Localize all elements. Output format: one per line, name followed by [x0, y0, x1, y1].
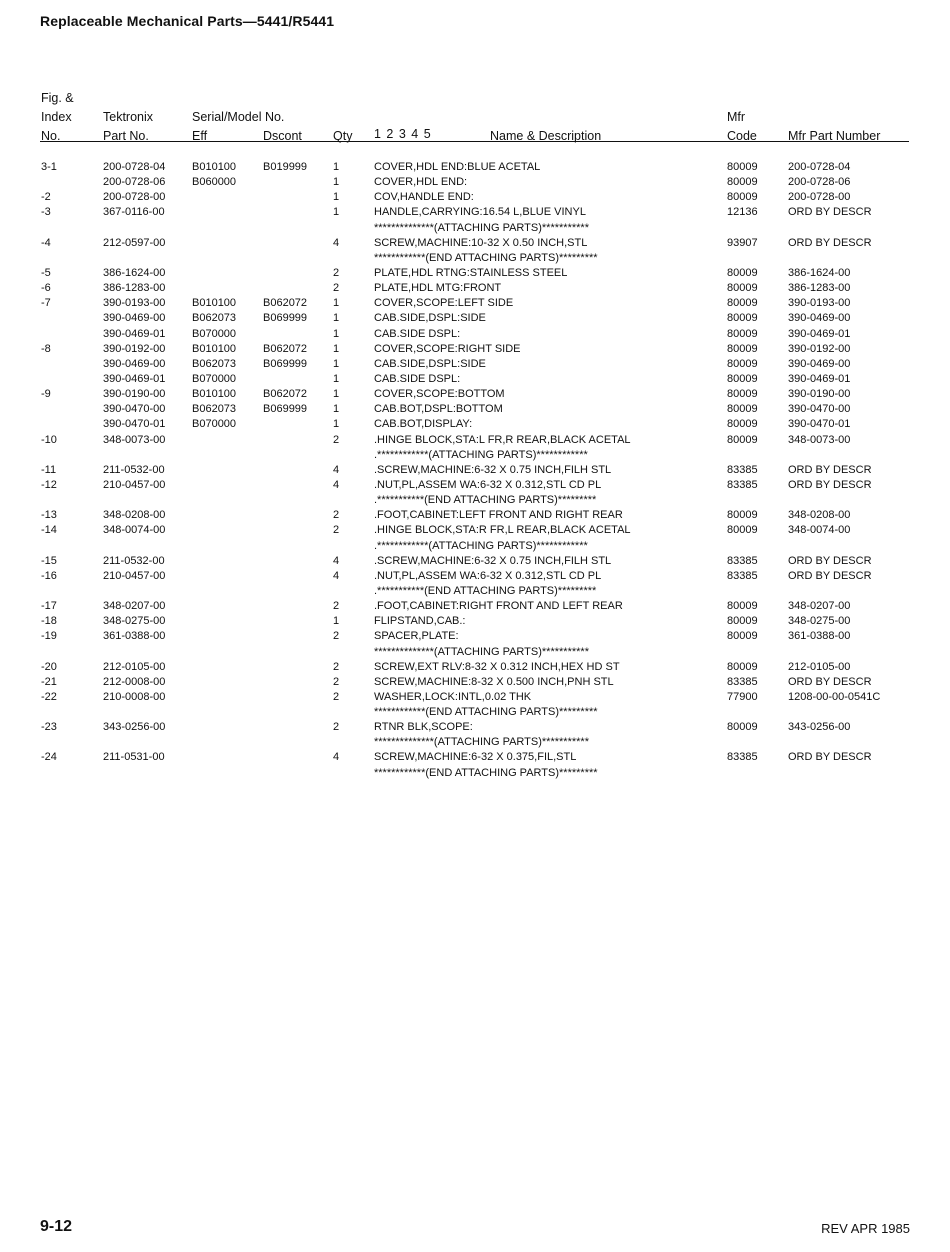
- table-row: [0, 205, 950, 220]
- description-cell: SCREW,EXT RLV:8-32 X 0.312 INCH,HEX HD ST: [374, 660, 620, 673]
- mfr-code-cell: 80009: [727, 312, 758, 325]
- mfr-part-number-cell: ORD BY DESCR: [788, 206, 872, 219]
- mfr-code-cell: 80009: [727, 418, 758, 431]
- index-cell: -11: [41, 463, 57, 476]
- mfr-part-number-cell: 212-0105-00: [788, 660, 851, 673]
- description-cell: WASHER,LOCK:INTL,0.02 THK: [374, 690, 532, 703]
- qty-cell: 1: [333, 403, 340, 416]
- index-cell: -14: [41, 524, 57, 537]
- mfr-code-cell: 80009: [727, 630, 758, 643]
- dscont-cell: B062072: [263, 297, 308, 310]
- index-cell: 3-1: [41, 161, 57, 173]
- index-cell: -12: [41, 478, 57, 491]
- header-mfr-line1: Mfr: [727, 110, 746, 124]
- part-number-cell: 211-0532-00: [103, 463, 165, 476]
- mfr-code-cell: 80009: [727, 388, 758, 401]
- part-number-cell: 343-0256-00: [103, 721, 166, 734]
- index-cell: -22: [41, 690, 57, 703]
- part-number-cell: 210-0457-00: [103, 569, 166, 582]
- table-row: [0, 554, 950, 569]
- mfr-code-cell: 80009: [727, 342, 758, 355]
- description-cell: SPACER,PLATE:: [374, 630, 459, 643]
- mfr-code-cell: 80009: [727, 266, 758, 279]
- description-cell: **************(ATTACHING PARTS)***********: [374, 645, 589, 658]
- description-cell: SCREW,MACHINE:10-32 X 0.50 INCH,STL: [374, 236, 588, 249]
- mfr-part-number-cell: ORD BY DESCR: [788, 236, 872, 249]
- index-cell: -2: [41, 191, 51, 204]
- index-cell: -21: [41, 675, 57, 688]
- qty-cell: 4: [333, 554, 340, 567]
- mfr-code-cell: 77900: [727, 690, 758, 703]
- index-cell: -13: [41, 509, 57, 522]
- index-cell: -18: [41, 615, 57, 628]
- mfr-code-cell: 83385: [727, 675, 758, 688]
- description-cell: .************(ATTACHING PARTS)************: [374, 539, 588, 552]
- part-number-cell: 390-0192-00: [103, 342, 166, 355]
- page-number: 9-12: [40, 1218, 73, 1235]
- description-cell: .***********(END ATTACHING PARTS)*********: [374, 494, 597, 507]
- part-number-cell: 348-0074-00: [103, 524, 166, 537]
- part-number-cell: 348-0275-00: [103, 615, 166, 628]
- description-cell: ************(END ATTACHING PARTS)*********: [374, 251, 598, 264]
- header-divider: [40, 141, 909, 142]
- mfr-code-cell: 80009: [727, 660, 758, 673]
- index-cell: -6: [41, 282, 51, 295]
- qty-cell: 1: [333, 418, 340, 431]
- header-tek-line1: Tektronix: [103, 110, 154, 124]
- qty-cell: 1: [333, 206, 340, 219]
- part-number-cell: 390-0190-00: [103, 388, 166, 401]
- mfr-code-cell: 80009: [727, 176, 758, 189]
- description-cell: .FOOT,CABINET:RIGHT FRONT AND LEFT REAR: [374, 600, 623, 613]
- table-row: [0, 720, 950, 735]
- table-row: [0, 221, 950, 236]
- index-cell: -4: [41, 236, 51, 249]
- table-row: [0, 281, 950, 296]
- table-row: [0, 569, 950, 584]
- mfr-code-cell: 80009: [727, 509, 758, 522]
- mfr-part-number-cell: 390-0469-00: [788, 357, 851, 370]
- index-cell: -17: [41, 600, 57, 613]
- mfr-part-number-cell: 1208-00-00-0541C: [788, 690, 881, 703]
- part-number-cell: 348-0073-00: [103, 433, 166, 446]
- table-row: [0, 463, 950, 478]
- description-cell: COVER,SCOPE:LEFT SIDE: [374, 297, 514, 310]
- qty-cell: 1: [333, 297, 340, 310]
- description-cell: ************(END ATTACHING PARTS)*********: [374, 766, 598, 779]
- mfr-code-cell: 80009: [727, 600, 758, 613]
- description-cell: COV,HANDLE END:: [374, 191, 474, 204]
- description-cell: .HINGE BLOCK,STA:L FR,R REAR,BLACK ACETAL: [374, 433, 631, 446]
- qty-cell: 1: [333, 161, 340, 173]
- table-row: [0, 539, 950, 554]
- part-number-cell: 361-0388-00: [103, 630, 166, 643]
- mfr-code-cell: 80009: [727, 403, 758, 416]
- table-row: [0, 251, 950, 266]
- qty-cell: 2: [333, 660, 340, 673]
- description-cell: CAB.BOT,DISPLAY:: [374, 418, 473, 431]
- part-number-cell: 211-0531-00: [103, 751, 165, 764]
- index-cell: -23: [41, 721, 57, 734]
- description-cell: **************(ATTACHING PARTS)***********: [374, 221, 589, 234]
- part-number-cell: 390-0469-01: [103, 327, 166, 340]
- table-row: [0, 584, 950, 599]
- index-cell: -7: [41, 297, 51, 310]
- table-row: [0, 175, 950, 190]
- table-row: [0, 478, 950, 493]
- table-row: [0, 523, 950, 538]
- part-number-cell: 390-0193-00: [103, 297, 166, 310]
- mfr-part-number-cell: 348-0207-00: [788, 600, 851, 613]
- table-row: [0, 266, 950, 281]
- qty-cell: 1: [333, 615, 340, 628]
- index-cell: -20: [41, 660, 57, 673]
- header-qty: Qty: [333, 129, 353, 143]
- qty-cell: 2: [333, 630, 340, 643]
- qty-cell: 4: [333, 478, 340, 491]
- description-cell: CAB.SIDE DSPL:: [374, 327, 461, 340]
- table-row: [0, 599, 950, 614]
- header-fig-line3: No.: [41, 129, 61, 143]
- qty-cell: 1: [333, 176, 340, 189]
- qty-cell: 1: [333, 372, 340, 385]
- description-cell: COVER,SCOPE:RIGHT SIDE: [374, 342, 521, 355]
- index-cell: -9: [41, 388, 51, 401]
- part-number-cell: 210-0457-00: [103, 478, 166, 491]
- mfr-code-cell: 80009: [727, 615, 758, 628]
- header-tek-line2: Part No.: [103, 129, 149, 143]
- table-row: [0, 645, 950, 660]
- description-cell: PLATE,HDL MTG:FRONT: [374, 282, 502, 295]
- table-row: [0, 448, 950, 463]
- mfr-part-number-cell: ORD BY DESCR: [788, 751, 872, 764]
- part-number-cell: 212-0008-00: [103, 675, 166, 688]
- mfr-part-number-cell: 361-0388-00: [788, 630, 851, 643]
- mfr-code-cell: 80009: [727, 327, 758, 340]
- qty-cell: 2: [333, 721, 340, 734]
- mfr-part-number-cell: 390-0469-00: [788, 312, 851, 325]
- header-fig-line1: Fig. &: [41, 91, 74, 105]
- table-row: [0, 660, 950, 675]
- table-row: [0, 417, 950, 432]
- description-cell: SCREW,MACHINE:8-32 X 0.500 INCH,PNH STL: [374, 675, 614, 688]
- mfr-code-cell: 83385: [727, 751, 758, 764]
- dscont-cell: B062072: [263, 342, 308, 355]
- part-number-cell: 390-0470-01: [103, 418, 166, 431]
- qty-cell: 1: [333, 342, 340, 355]
- description-cell: .************(ATTACHING PARTS)************: [374, 448, 588, 461]
- table-row: [0, 311, 950, 326]
- dscont-cell: B019999: [263, 161, 308, 173]
- mfr-part-number-cell: ORD BY DESCR: [788, 478, 872, 491]
- index-cell: -8: [41, 342, 51, 355]
- qty-cell: 2: [333, 600, 340, 613]
- table-row: [0, 766, 950, 781]
- description-cell: CAB.BOT,DSPL:BOTTOM: [374, 403, 503, 416]
- table-row: [0, 629, 950, 644]
- part-number-cell: 367-0116-00: [103, 206, 165, 219]
- mfr-code-cell: 80009: [727, 357, 758, 370]
- header-fig-index: [41, 89, 74, 146]
- eff-cell: B010100: [192, 388, 237, 401]
- mfr-part-number-cell: 348-0073-00: [788, 433, 851, 446]
- mfr-code-cell: 80009: [727, 721, 758, 734]
- mfr-part-number-cell: ORD BY DESCR: [788, 675, 872, 688]
- table-row: [0, 160, 950, 175]
- mfr-part-number-cell: 348-0208-00: [788, 509, 851, 522]
- header-fig-line2: Index: [41, 110, 72, 124]
- table-row: [0, 508, 950, 523]
- description-cell: SCREW,MACHINE:6-32 X 0.375,FIL,STL: [374, 751, 577, 764]
- table-row: [0, 296, 950, 311]
- part-number-cell: 211-0532-00: [103, 554, 165, 567]
- eff-cell: B062073: [192, 403, 237, 416]
- table-row: [0, 433, 950, 448]
- description-cell: FLIPSTAND,CAB.:: [374, 615, 466, 628]
- mfr-code-cell: 80009: [727, 433, 758, 446]
- table-row: [0, 236, 950, 251]
- dscont-cell: B069999: [263, 403, 308, 416]
- mfr-part-number-cell: 348-0275-00: [788, 615, 851, 628]
- description-cell: .***********(END ATTACHING PARTS)*********: [374, 584, 597, 597]
- mfr-code-cell: 83385: [727, 478, 758, 491]
- part-number-cell: 390-0469-00: [103, 312, 166, 325]
- description-cell: COVER,HDL END:: [374, 176, 468, 189]
- header-mfr-line2: Code: [727, 129, 757, 143]
- index-cell: -19: [41, 630, 57, 643]
- mfr-code-cell: 12136: [727, 206, 758, 219]
- header-name-description: Name & Description: [490, 129, 602, 143]
- description-cell: .NUT,PL,ASSEM WA:6-32 X 0.312,STL CD PL: [374, 478, 602, 491]
- qty-cell: 4: [333, 236, 340, 249]
- part-number-cell: 212-0597-00: [103, 236, 166, 249]
- table-row: [0, 342, 950, 357]
- description-cell: CAB.SIDE DSPL:: [374, 372, 461, 385]
- mfr-code-cell: 80009: [727, 161, 758, 173]
- part-number-cell: 348-0208-00: [103, 509, 166, 522]
- description-cell: .SCREW,MACHINE:6-32 X 0.75 INCH,FILH STL: [374, 463, 612, 476]
- dscont-cell: B069999: [263, 357, 308, 370]
- qty-cell: 1: [333, 312, 340, 325]
- mfr-code-cell: 80009: [727, 524, 758, 537]
- eff-cell: B070000: [192, 418, 237, 431]
- page-title: Replaceable Mechanical Parts—5441/R5441: [40, 13, 335, 29]
- mfr-part-number-cell: 390-0192-00: [788, 342, 851, 355]
- revision-date: REV APR 1985: [821, 1221, 910, 1236]
- mfr-code-cell: 83385: [727, 554, 758, 567]
- header-indent-levels: 1 2 3 4 5: [374, 127, 432, 141]
- part-number-cell: 386-1283-00: [103, 282, 166, 295]
- eff-cell: B010100: [192, 342, 237, 355]
- eff-cell: B010100: [192, 161, 237, 173]
- index-cell: -16: [41, 569, 57, 582]
- mfr-part-number-cell: 390-0470-01: [788, 418, 851, 431]
- part-number-cell: 386-1624-00: [103, 266, 166, 279]
- eff-cell: B060000: [192, 176, 237, 189]
- qty-cell: 2: [333, 433, 340, 446]
- mfr-part-number-cell: ORD BY DESCR: [788, 463, 872, 476]
- part-number-cell: 200-0728-04: [103, 161, 166, 173]
- index-cell: -10: [41, 433, 57, 446]
- eff-cell: B070000: [192, 372, 237, 385]
- mfr-code-cell: 80009: [727, 191, 758, 204]
- table-row: [0, 735, 950, 750]
- dscont-cell: B062072: [263, 388, 308, 401]
- part-number-cell: 200-0728-00: [103, 191, 166, 204]
- description-cell: .HINGE BLOCK,STA:R FR,L REAR,BLACK ACETAL: [374, 524, 631, 537]
- description-cell: COVER,SCOPE:BOTTOM: [374, 388, 505, 401]
- mfr-code-cell: 80009: [727, 282, 758, 295]
- qty-cell: 1: [333, 327, 340, 340]
- qty-cell: 1: [333, 388, 340, 401]
- table-row: [0, 750, 950, 765]
- table-row: [0, 705, 950, 720]
- qty-cell: 2: [333, 524, 340, 537]
- eff-cell: B062073: [192, 312, 237, 325]
- table-row: [0, 675, 950, 690]
- description-cell: ************(END ATTACHING PARTS)*********: [374, 706, 598, 719]
- qty-cell: 2: [333, 282, 340, 295]
- header-dscont: Dscont: [263, 129, 302, 143]
- part-number-cell: 390-0469-00: [103, 357, 166, 370]
- mfr-part-number-cell: 348-0074-00: [788, 524, 851, 537]
- mfr-part-number-cell: 343-0256-00: [788, 721, 851, 734]
- mfr-part-number-cell: 390-0470-00: [788, 403, 851, 416]
- mfr-part-number-cell: 386-1283-00: [788, 282, 851, 295]
- qty-cell: 1: [333, 191, 340, 204]
- index-cell: -5: [41, 266, 51, 279]
- mfr-part-number-cell: 200-0728-00: [788, 191, 851, 204]
- qty-cell: 2: [333, 266, 340, 279]
- mfr-part-number-cell: 200-0728-06: [788, 176, 851, 189]
- part-number-cell: 200-0728-06: [103, 176, 166, 189]
- part-number-cell: 212-0105-00: [103, 660, 166, 673]
- description-cell: CAB.SIDE,DSPL:SIDE: [374, 312, 486, 325]
- part-number-cell: 210-0008-00: [103, 690, 166, 703]
- part-number-cell: 390-0469-01: [103, 372, 166, 385]
- part-number-cell: 348-0207-00: [103, 600, 166, 613]
- description-cell: CAB.SIDE,DSPL:SIDE: [374, 357, 486, 370]
- table-row: [0, 190, 950, 205]
- mfr-part-number-cell: 386-1624-00: [788, 266, 851, 279]
- mfr-code-cell: 80009: [727, 372, 758, 385]
- table-row: [0, 372, 950, 387]
- table-row: [0, 327, 950, 342]
- header-eff: Eff: [192, 129, 208, 143]
- mfr-code-cell: 83385: [727, 569, 758, 582]
- qty-cell: 4: [333, 463, 340, 476]
- description-cell: HANDLE,CARRYING:16.54 L,BLUE VINYL: [374, 206, 586, 219]
- table-row: [0, 357, 950, 372]
- description-cell: PLATE,HDL RTNG:STAINLESS STEEL: [374, 266, 568, 279]
- description-cell: RTNR BLK,SCOPE:: [374, 721, 473, 734]
- mfr-part-number-cell: ORD BY DESCR: [788, 554, 872, 567]
- eff-cell: B010100: [192, 297, 237, 310]
- qty-cell: 4: [333, 751, 340, 764]
- header-serial-model: Serial/Model No.: [192, 110, 285, 124]
- mfr-code-cell: 83385: [727, 463, 758, 476]
- qty-cell: 2: [333, 675, 340, 688]
- table-row: [0, 387, 950, 402]
- mfr-part-number-cell: 390-0190-00: [788, 388, 851, 401]
- description-cell: .FOOT,CABINET:LEFT FRONT AND RIGHT REAR: [374, 509, 623, 522]
- qty-cell: 4: [333, 569, 340, 582]
- description-cell: .SCREW,MACHINE:6-32 X 0.75 INCH,FILH STL: [374, 554, 612, 567]
- index-cell: -24: [41, 751, 57, 764]
- description-cell: COVER,HDL END:BLUE ACETAL: [374, 161, 541, 173]
- index-cell: -3: [41, 206, 51, 219]
- mfr-part-number-cell: 390-0469-01: [788, 372, 851, 385]
- qty-cell: 2: [333, 690, 340, 703]
- mfr-part-number-cell: 200-0728-04: [788, 161, 851, 173]
- mfr-code-cell: 80009: [727, 297, 758, 310]
- mfr-part-number-cell: 390-0469-01: [788, 327, 851, 340]
- parts-list: [0, 160, 950, 781]
- table-row: [0, 614, 950, 629]
- part-number-cell: 390-0470-00: [103, 403, 166, 416]
- eff-cell: B070000: [192, 327, 237, 340]
- qty-cell: 2: [333, 509, 340, 522]
- mfr-part-number-cell: 390-0193-00: [788, 297, 851, 310]
- table-row: [0, 493, 950, 508]
- description-cell: .NUT,PL,ASSEM WA:6-32 X 0.312,STL CD PL: [374, 569, 602, 582]
- eff-cell: B062073: [192, 357, 237, 370]
- header-mfr-part-number: Mfr Part Number: [788, 129, 881, 143]
- description-cell: **************(ATTACHING PARTS)***********: [374, 736, 589, 749]
- table-row: [0, 402, 950, 417]
- index-cell: -15: [41, 554, 57, 567]
- mfr-code-cell: 93907: [727, 236, 758, 249]
- dscont-cell: B069999: [263, 312, 308, 325]
- mfr-part-number-cell: ORD BY DESCR: [788, 569, 872, 582]
- qty-cell: 1: [333, 357, 340, 370]
- table-row: [0, 690, 950, 705]
